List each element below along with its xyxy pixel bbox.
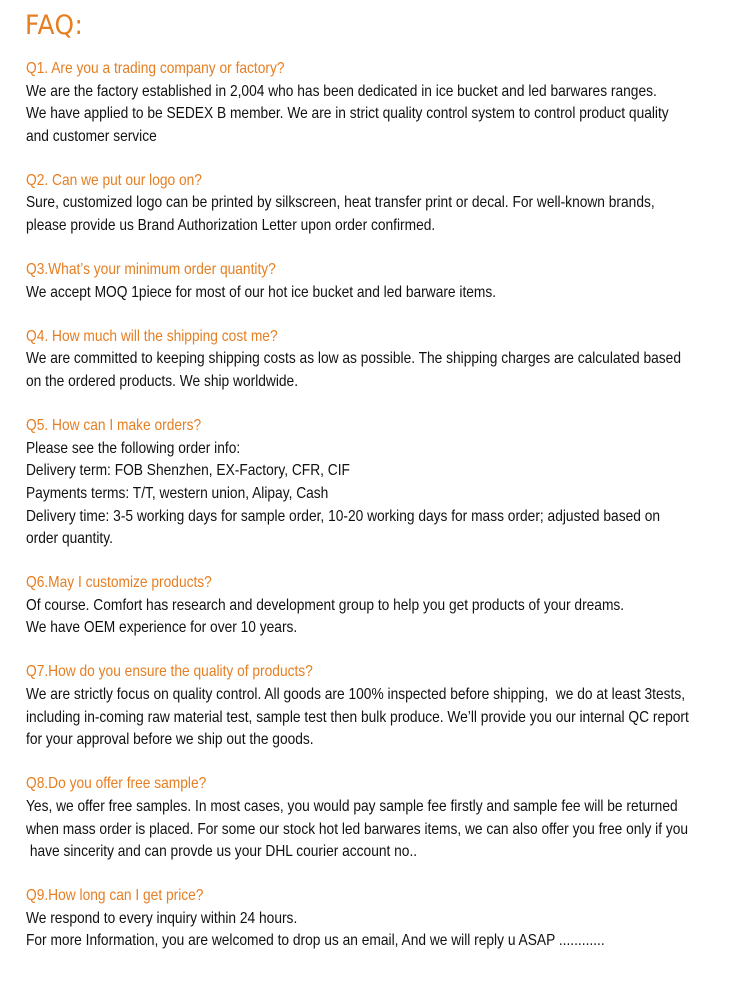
faq-answer-line: have sincerity and can provde us your DHL courier account no.. (26, 843, 418, 861)
faq-answer-line: on the ordered products. We ship worldwide. (26, 373, 299, 391)
faq-answer-line: Please see the following order info: (26, 439, 241, 457)
faq-item-q4 (26, 326, 750, 394)
faq-answer-line: please provide us Brand Authorization Letter upon order confirmed. (26, 217, 436, 235)
faq-answer-line: We are strictly focus on quality control. All goods are 100% inspected before shipping, we do at least 3tests, (26, 686, 686, 704)
faq-question: Q3.What’s your minimum order quantity? (26, 261, 276, 279)
faq-question: Q4. How much will the shipping cost me? (26, 327, 278, 345)
faq-question: Q9.How long can I get price? (26, 887, 204, 905)
faq-item-q9 (26, 885, 750, 953)
faq-answer-line: Delivery time: 3-5 working days for sample order, 10-20 working days for mass order; adjusted based on (26, 507, 661, 525)
faq-answer-line: We are committed to keeping shipping costs as low as possible. The shipping charges are calculated based (26, 350, 681, 368)
faq-answer-line: We have OEM experience for over 10 years. (26, 619, 298, 637)
faq-item-q6 (26, 572, 750, 640)
faq-answer-line: when mass order is placed. For some our stock hot led barwares items, we can also offer you free only if you (26, 820, 689, 838)
faq-answer-line: Yes, we offer free samples. In most cases, you would pay sample fee firstly and sample fee will be returned (26, 797, 678, 815)
faq-item-q1 (26, 58, 750, 148)
faq-item-q2 (26, 170, 750, 238)
faq-answer-line: and customer service (26, 127, 157, 145)
faq-question: Q7.How do you ensure the quality of products? (26, 663, 313, 681)
faq-answer-line: We respond to every inquiry within 24 hours. (26, 909, 298, 927)
faq-answer-line: Payments terms: T/T, western union, Alipay, Cash (26, 484, 329, 502)
faq-answer-line: Delivery term: FOB Shenzhen, EX-Factory, CFR, CIF (26, 462, 350, 480)
faq-question: Q6.May I customize products? (26, 574, 212, 592)
faq-question: Q5. How can I make orders? (26, 417, 202, 435)
faq-answer-line: We have applied to be SEDEX B member. We are in strict quality control system to control product quality (26, 105, 669, 123)
faq-answer-line: Sure, customized logo can be printed by silkscreen, heat transfer print or decal. For well-known brands, (26, 194, 655, 212)
faq-question: Q2. Can we put our logo on? (26, 171, 202, 189)
faq-answer-line: We accept MOQ 1piece for most of our hot ice bucket and led barware items. (26, 283, 497, 301)
faq-question: Q1. Are you a trading company or factory? (26, 60, 285, 77)
faq-answer-line: For more Information, you are welcomed to drop us an email, And we will reply u ASAP ............ (26, 932, 605, 950)
faq-answer-line: order quantity. (26, 530, 113, 548)
faq-item-q5 (26, 415, 750, 551)
faq-item-q8 (26, 773, 750, 863)
faq-answer-line: We are the factory established in 2,004 who has been dedicated in ice bucket and led barwares ranges. (26, 82, 657, 100)
page-title: FAQ: (25, 10, 84, 41)
faq-question: Q8.Do you offer free sample? (26, 775, 207, 793)
faq-item-q3 (26, 259, 750, 304)
faq-item-q7 (26, 661, 750, 751)
faq-answer-line: Of course. Comfort has research and development group to help you get products of your dreams. (26, 596, 625, 614)
faq-answer-line: for your approval before we ship out the goods. (26, 731, 314, 749)
faq-list (26, 58, 750, 953)
faq-answer-line: including in-coming raw material test, sample test then bulk produce. We’ll provide you our internal QC report (26, 708, 689, 726)
